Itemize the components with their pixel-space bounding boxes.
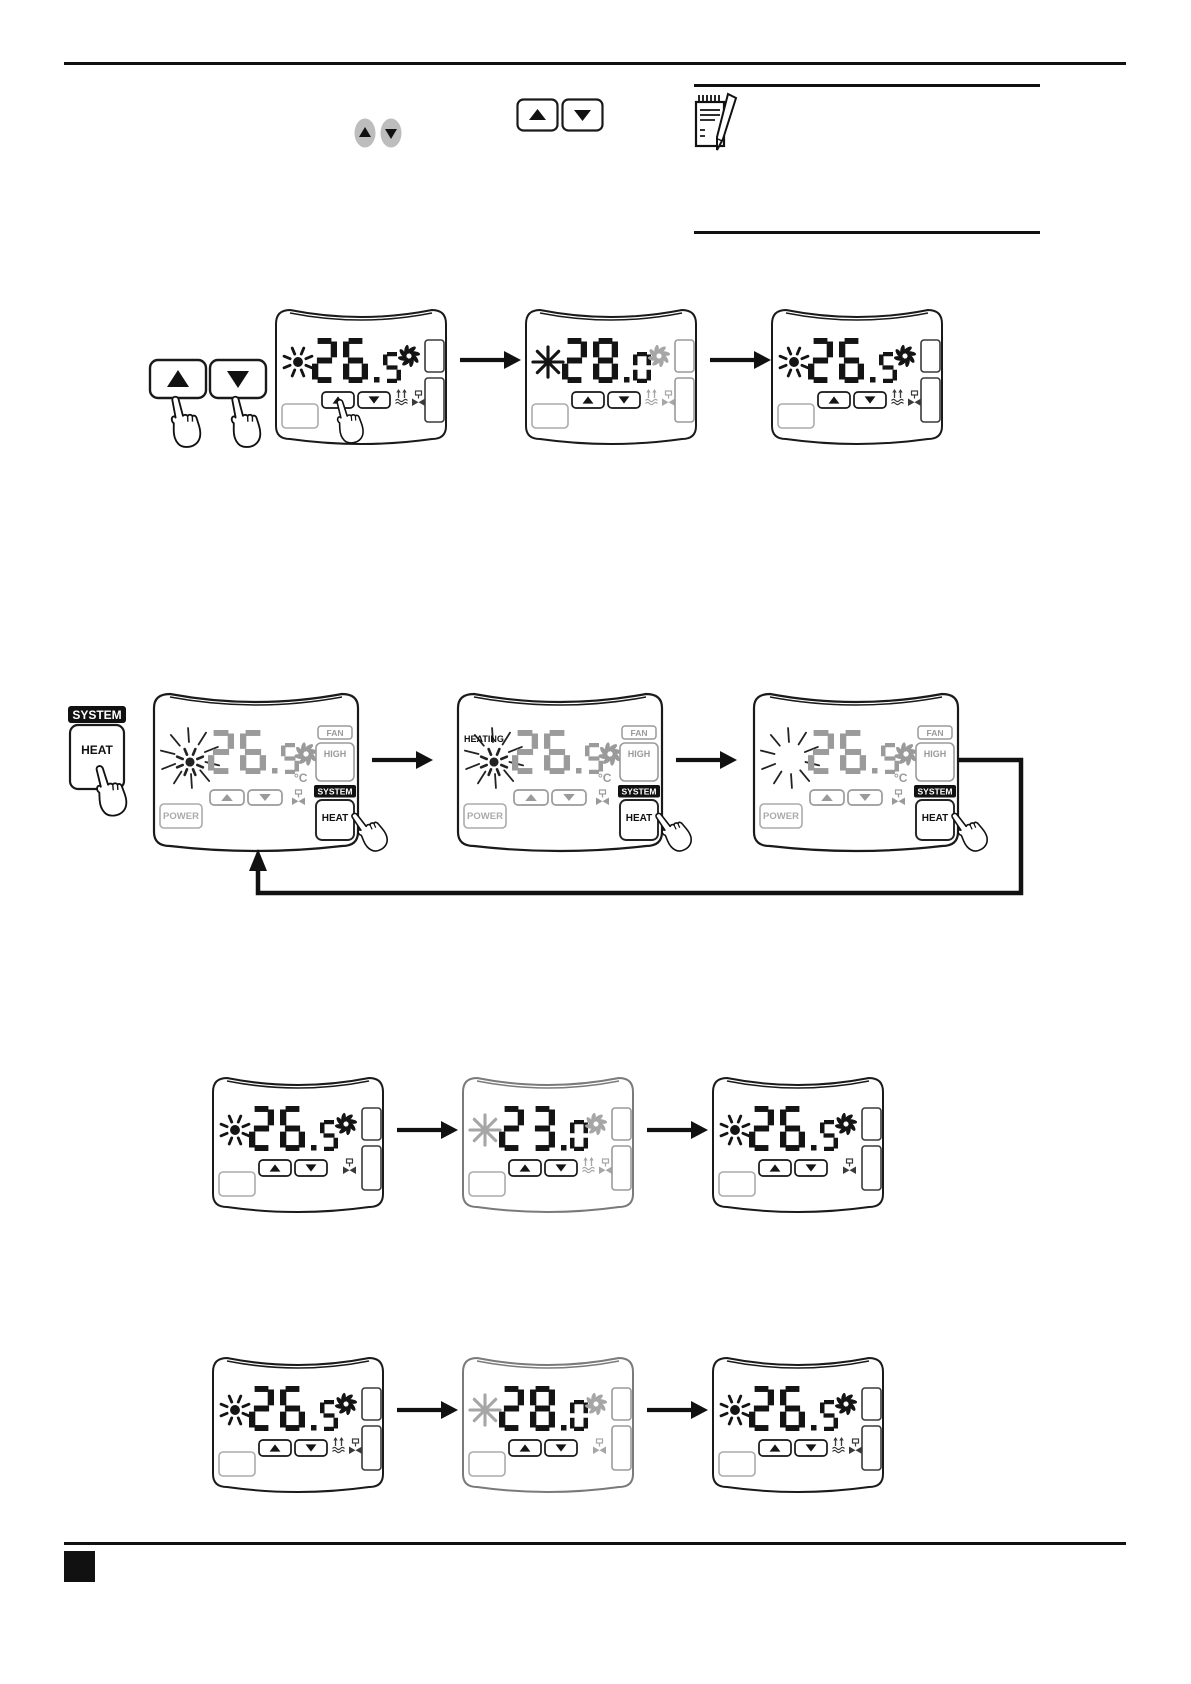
heat-label: HEAT bbox=[321, 813, 349, 824]
power-label: POWER bbox=[467, 811, 503, 822]
celsius-label: °C bbox=[294, 771, 308, 785]
high-label: HIGH bbox=[627, 749, 651, 759]
system-label: SYSTEM bbox=[917, 786, 953, 797]
fan-label: FAN bbox=[926, 728, 944, 738]
heat-label: HEAT bbox=[81, 743, 113, 757]
fan-label: FAN bbox=[630, 728, 648, 738]
celsius-label: °C bbox=[894, 771, 908, 785]
fan-label: FAN bbox=[326, 728, 344, 738]
loop-back-arrowhead bbox=[249, 849, 267, 871]
power-label: POWER bbox=[763, 811, 799, 822]
high-label: HIGH bbox=[923, 749, 947, 759]
system-label: SYSTEM bbox=[621, 786, 657, 797]
heating-label: HEATING bbox=[464, 734, 504, 744]
loop-back-line bbox=[258, 760, 1021, 893]
heat-label: HEAT bbox=[625, 813, 653, 824]
celsius-label: °C bbox=[598, 771, 612, 785]
system-label: SYSTEM bbox=[72, 708, 122, 722]
system-label: SYSTEM bbox=[317, 786, 353, 797]
high-label: HIGH bbox=[323, 749, 347, 759]
heat-label: HEAT bbox=[921, 813, 949, 824]
power-label: POWER bbox=[163, 811, 199, 822]
